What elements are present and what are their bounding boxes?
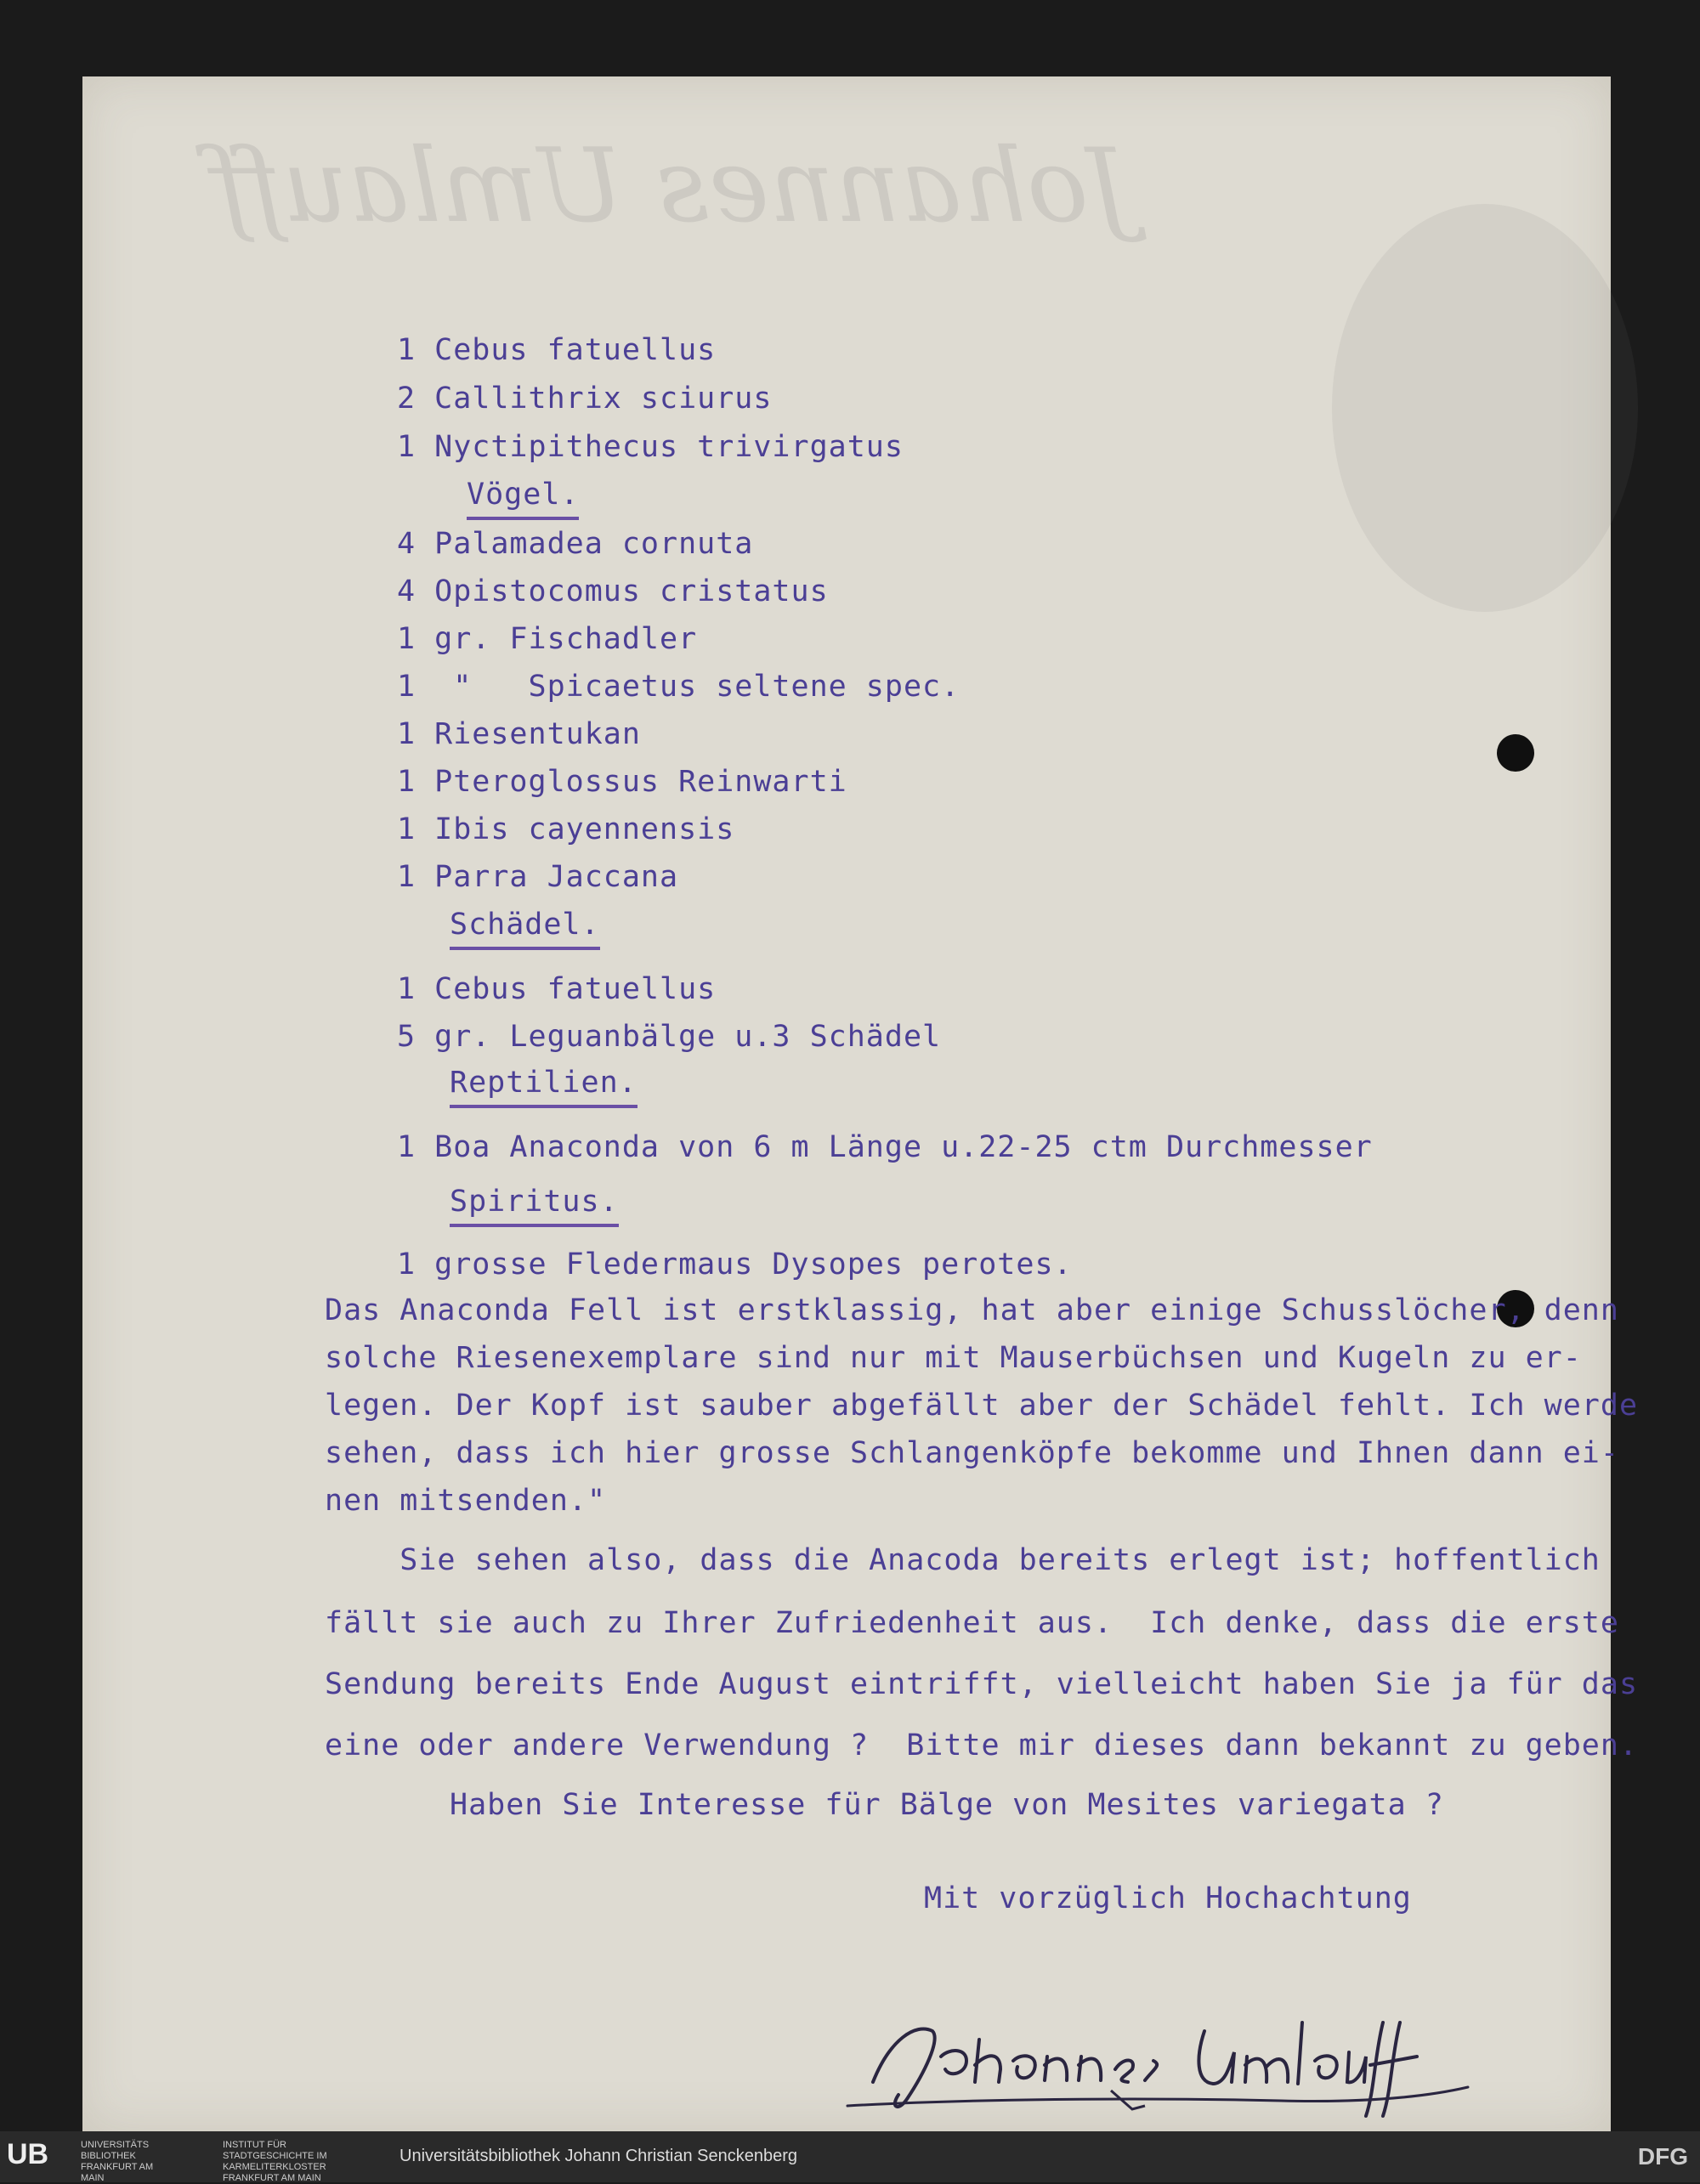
list-item: 4 Opistocomus cristatus	[397, 574, 829, 608]
handwritten-signature	[839, 2006, 1485, 2128]
list-item: 1 Cebus fatuellus	[397, 333, 717, 367]
heading-spiritus: Spiritus.	[450, 1185, 619, 1227]
ub-logo: UB	[7, 2138, 49, 2170]
dfg-logo: DFG	[1637, 2143, 1688, 2170]
letter-page	[82, 76, 1639, 2131]
ub-logo-text: UNIVERSITÄTS BIBLIOTHEK FRANKFURT AM MAIN	[81, 2140, 154, 2183]
list-item: 4 Palamadea cornuta	[397, 527, 754, 561]
punch-hole-top	[1497, 734, 1534, 772]
list-item: 1 gr. Fischadler	[397, 622, 698, 656]
list-item: 1 Pteroglossus Reinwarti	[397, 765, 847, 799]
institute-logo-text: INSTITUT FÜR STADTGESCHICHTE IM KARMELITERKLOSTER FRANKFURT AM MAIN	[223, 2140, 327, 2183]
letterhead-portrait-show-through	[1332, 204, 1638, 612]
list-item: 1 Ibis cayennensis	[397, 812, 735, 846]
heading-reptilien: Reptilien.	[450, 1066, 638, 1108]
question-line: Haben Sie Interesse für Bälge von Mesites variegata ?	[450, 1788, 1444, 1822]
closing-line: Mit vorzüglich Hochachtung	[924, 1881, 1412, 1915]
heading-voegel: Vögel.	[467, 478, 579, 520]
paragraph-line: Sendung bereits Ende August eintrifft, vielleicht haben Sie ja für das	[325, 1667, 1639, 1701]
list-item: 1 grosse Fledermaus Dysopes perotes.	[397, 1248, 1073, 1282]
list-item: 1 Riesentukan	[397, 717, 641, 751]
heading-schaedel: Schädel.	[450, 908, 600, 950]
quote-line: solche Riesenexemplare sind nur mit Mauserbüchsen und Kugeln zu er-	[325, 1341, 1582, 1375]
library-name: Universitätsbibliothek Johann Christian Senckenberg	[400, 2147, 798, 2165]
list-item: 1 Nyctipithecus trivirgatus	[397, 430, 904, 464]
list-item: 2 Callithrix sciurus	[397, 382, 773, 416]
paragraph-line: fällt sie auch zu Ihrer Zufriedenheit aus. Ich denke, dass die erste	[325, 1606, 1619, 1640]
list-item: 1 " Spicaetus seltene spec.	[397, 670, 960, 704]
list-item: 1 Parra Jaccana	[397, 860, 679, 894]
list-item: 1 Boa Anaconda von 6 m Länge u.22-25 ctm Durchmesser	[397, 1130, 1373, 1164]
list-item: 1 Cebus fatuellus	[397, 972, 717, 1006]
quote-line: Das Anaconda Fell ist erstklassig, hat aber einige Schusslöcher, denn	[325, 1293, 1619, 1327]
quote-line: sehen, dass ich hier grosse Schlangenköpfe bekomme und Ihnen dann ei-	[325, 1436, 1619, 1470]
list-item: 5 gr. Leguanbälge u.3 Schädel	[397, 1020, 942, 1054]
paragraph-line: eine oder andere Verwendung ? Bitte mir dieses dann bekannt zu geben.	[325, 1729, 1639, 1762]
archive-footer	[0, 2131, 1700, 2182]
quote-line: nen mitsenden."	[325, 1484, 607, 1518]
quote-line: legen. Der Kopf ist sauber abgefällt aber der Schädel fehlt. Ich werde	[325, 1389, 1639, 1423]
letterhead-show-through: Johannes Umlauff	[210, 127, 1130, 246]
paragraph-line: Sie sehen also, dass die Anacoda bereits erlegt ist; hoffentlich	[325, 1543, 1601, 1577]
